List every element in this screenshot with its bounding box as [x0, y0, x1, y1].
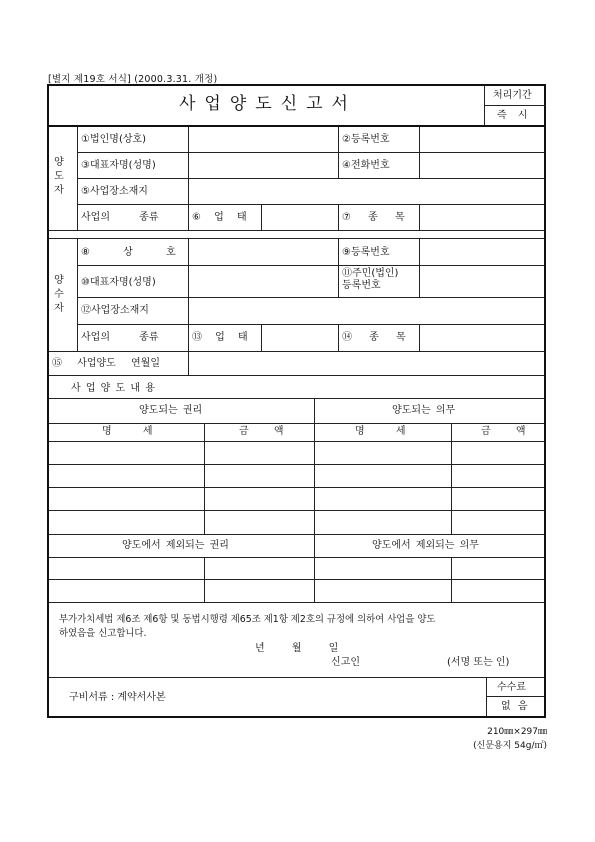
corp-name-label: ①법인명(상호) [81, 134, 147, 145]
business-category-label: ⑥ 업 태 [192, 212, 247, 223]
transferee-side-label: 양 수 자 [54, 275, 64, 314]
transferee-item-label: ⑭ 종 목 [342, 332, 406, 343]
duties-amount-column: 금 액 [481, 426, 526, 437]
declaration-line-1: 부가가치세법 제6조 제6항 및 동법시행령 제65조 제1항 제2호의 규정에 의하여 사업을 양도 [59, 614, 436, 625]
rights-amount-column: 금 액 [239, 426, 284, 437]
representative-name-label: ③대표자명(성명) [81, 160, 156, 171]
fee-value: 없 음 [501, 701, 528, 712]
business-type-label: 사업의 종류 [81, 212, 159, 223]
rights-detail-column: 명 세 [102, 426, 153, 437]
reporter-label: 신고인 [331, 657, 360, 668]
transfer-report-form [47, 84, 546, 718]
declaration-line-2: 하였음을 신고합니다. [59, 628, 147, 639]
paper-type-label: (신문용지 54g/㎡) [473, 741, 547, 751]
transferee-representative-label: ⑩대표자명(성명) [81, 277, 156, 288]
processing-period-label: 처리기간 [493, 90, 532, 101]
form-title: 사업양도신고서 [179, 94, 357, 114]
registration-number-label: ②등록번호 [342, 134, 390, 145]
transfer-details-label: 사 업 양 도 내 용 [71, 383, 156, 394]
fee-label: 수수료 [497, 682, 526, 693]
excluded-rights-header: 양도에서 제외되는 권리 [122, 540, 229, 551]
attachments-label: 구비서류 : 계약서사본 [69, 692, 166, 703]
transferee-category-label: ⑬ 업 태 [192, 332, 248, 343]
transferee-business-type-label: 사업의 종류 [81, 332, 159, 343]
phone-number-label: ④전화번호 [342, 160, 390, 171]
transfer-date-label: ⑮ 사업양도 연월일 [52, 358, 160, 369]
transferred-rights-header: 양도되는 권리 [139, 405, 203, 416]
transferee-address-label: ⑫사업장소재지 [81, 305, 149, 316]
transferred-duties-header: 양도되는 의무 [392, 405, 456, 416]
business-address-label: ⑤사업장소재지 [81, 186, 148, 197]
business-item-label: ⑦ 종 목 [342, 212, 405, 223]
resident-number-label: ⑪주민(법인) 등록번호 [342, 268, 399, 291]
transferee-registration-number-label: ⑨등록번호 [342, 247, 390, 258]
transferor-side-label: 양 도 자 [54, 157, 64, 196]
trade-name-label: ⑧ 상 호 [81, 247, 176, 258]
paper-size-label: 210㎜×297㎜ [487, 727, 547, 737]
signature-label: (서명 또는 인) [447, 657, 510, 668]
processing-period-value: 즉 시 [497, 110, 532, 121]
form-number-label: [별지 제19호 서식] (2000.3.31. 개정) [48, 74, 218, 85]
excluded-duties-header: 양도에서 제외되는 의무 [372, 540, 479, 551]
report-date-line: 년 월 일 [255, 643, 339, 654]
duties-detail-column: 명 세 [355, 426, 406, 437]
